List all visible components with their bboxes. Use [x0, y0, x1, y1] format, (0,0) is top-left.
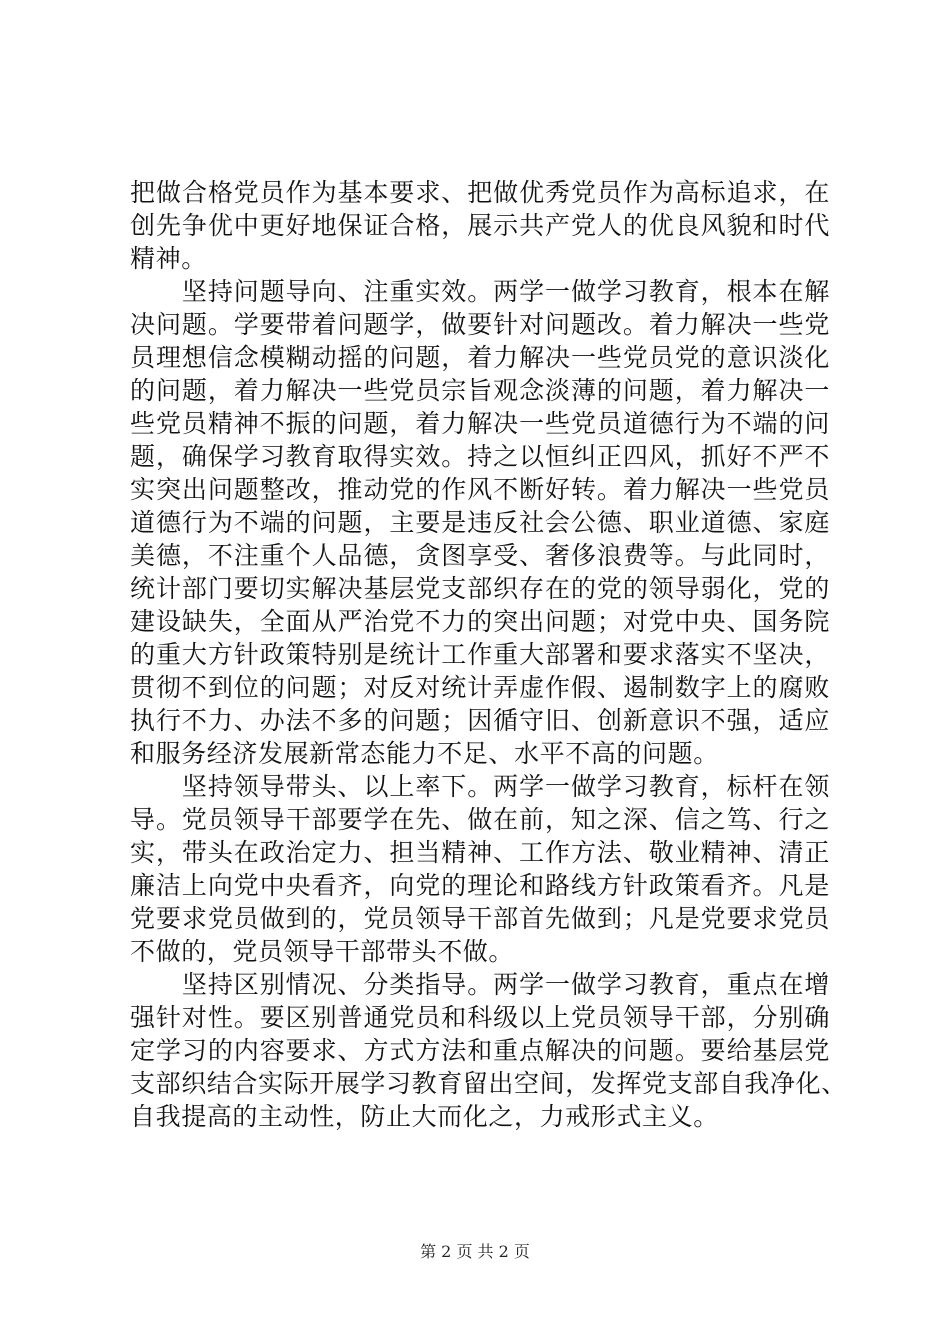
text-line: 道德行为不端的问题，主要是违反社会公德、职业道德、家庭	[130, 508, 830, 537]
text-line: 建设缺失，全面从严治党不力的突出问题；对党中央、国务院	[130, 607, 830, 636]
text-line: 支部织结合实际开展学习教育留出空间，发挥党支部自我净化、	[130, 1069, 847, 1098]
text-line: 和服务经济发展新常态能力不足、水平不高的问题。	[130, 739, 719, 768]
text-line: 坚持问题导向、注重实效。两学一做学习教育，根本在解	[130, 277, 830, 306]
page-number-footer: 第 2 页 共 2 页	[420, 1242, 530, 1261]
text-line: 坚持区别情况、分类指导。两学一做学习教育，重点在增	[130, 970, 830, 999]
text-line: 精神。	[130, 244, 207, 273]
text-line: 的问题，着力解决一些党员宗旨观念淡薄的问题，着力解决一	[130, 376, 830, 405]
text-line: 些党员精神不振的问题，着力解决一些党员道德行为不端的问	[130, 409, 830, 438]
text-line: 贯彻不到位的问题；对反对统计弄虚作假、遏制数字上的腐败	[130, 673, 830, 702]
text-line: 创先争优中更好地保证合格，展示共产党人的优良风貌和时代	[130, 211, 830, 240]
text-line: 强针对性。要区别普通党员和科级以上党员领导干部，分别确	[130, 1003, 830, 1032]
text-line: 把做合格党员作为基本要求、把做优秀党员作为高标追求，在	[130, 178, 830, 207]
text-line: 定学习的内容要求、方式方法和重点解决的问题。要给基层党	[130, 1036, 830, 1065]
text-line: 美德，不注重个人品德，贪图享受、奢侈浪费等。与此同时，	[130, 541, 830, 570]
text-line: 实，带头在政治定力、担当精神、工作方法、敬业精神、清正	[130, 838, 830, 867]
text-line: 坚持领导带头、以上率下。两学一做学习教育，标杆在领	[130, 772, 830, 801]
text-line: 廉洁上向党中央看齐，向党的理论和路线方针政策看齐。凡是	[130, 871, 830, 900]
text-line: 决问题。学要带着问题学，做要针对问题改。着力解决一些党	[130, 310, 830, 339]
text-line: 导。党员领导干部要学在先、做在前，知之深、信之笃、行之	[130, 805, 830, 834]
text-line: 执行不力、办法不多的问题；因循守旧、创新意识不强，适应	[130, 706, 830, 735]
text-line: 题，确保学习教育取得实效。持之以恒纠正四风，抓好不严不	[130, 442, 830, 471]
text-line: 的重大方针政策特别是统计工作重大部署和要求落实不坚决，	[130, 640, 830, 669]
text-line: 党要求党员做到的，党员领导干部首先做到；凡是党要求党员	[130, 904, 830, 933]
text-line: 实突出问题整改，推动党的作风不断好转。着力解决一些党员	[130, 475, 830, 504]
document-body	[130, 176, 847, 1133]
text-line: 统计部门要切实解决基层党支部织存在的党的领导弱化，党的	[130, 574, 830, 603]
text-line: 不做的，党员领导干部带头不做。	[130, 937, 515, 966]
text-line: 员理想信念模糊动摇的问题，着力解决一些党员党的意识淡化	[130, 343, 830, 372]
text-line: 自我提高的主动性，防止大而化之，力戒形式主义。	[130, 1102, 719, 1131]
